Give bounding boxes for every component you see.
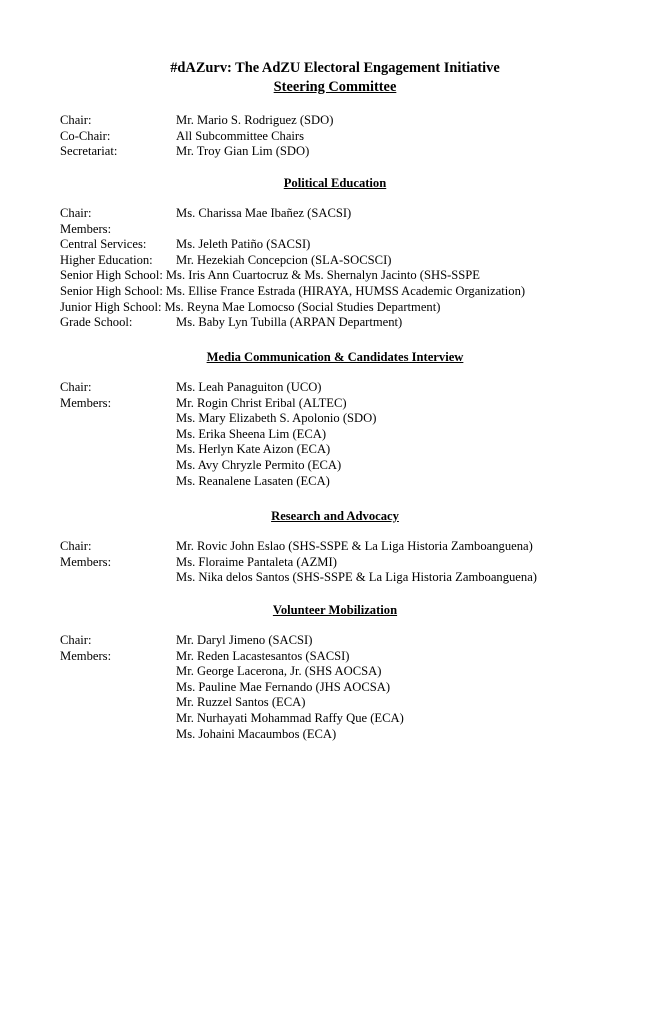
- list-item: [60, 664, 620, 680]
- member-name: Mr. Daryl Jimeno (SACSI): [176, 633, 313, 647]
- member-name: Mr. George Lacerona, Jr. (SHS AOCSA): [176, 664, 382, 679]
- section-heading-political-education: Political Education: [283, 176, 387, 190]
- role-label: Chair:: [60, 380, 92, 394]
- member-name: Mr. Hezekiah Concepcion (SLA-SOCSCI): [176, 252, 392, 267]
- role-label: Chair:: [60, 206, 92, 220]
- role-label: Members:: [60, 554, 112, 569]
- list-item: [60, 474, 620, 490]
- list-item: [60, 315, 620, 331]
- research-advocacy-list: [60, 539, 620, 586]
- member-name: Ms. Herlyn Kate Aizon (ECA): [176, 442, 331, 457]
- role-label: Chair:: [60, 539, 92, 553]
- role-label: Chair:: [60, 633, 92, 647]
- list-item: [60, 206, 620, 222]
- member-name: Mr. Mario S. Rodriguez (SDO): [176, 113, 334, 127]
- media-communication-list: [60, 380, 620, 489]
- member-name: Ms. Reyna Mae Lomocso (Social Studies Department): [164, 299, 441, 314]
- member-name: All Subcommittee Chairs: [176, 128, 305, 143]
- member-name: Ms. Reanalene Lasaten (ECA): [176, 473, 330, 488]
- list-item: [60, 695, 620, 711]
- member-name: Ms. Ellise France Estrada (HIRAYA, HUMSS Academic Organization): [165, 283, 526, 298]
- member-name: Mr. Troy Gian Lim (SDO): [176, 144, 310, 159]
- section-heading-media-communication: Media Communication & Candidates Interview: [206, 350, 464, 364]
- list-item: [60, 237, 620, 253]
- member-name: Ms. Nika delos Santos (SHS-SSPE & La Liga Historia Zamboanguena): [176, 570, 537, 585]
- role-label: Grade School:: [60, 315, 133, 330]
- list-item: [60, 570, 620, 586]
- volunteer-mobilization-list: [60, 633, 620, 742]
- member-name: Ms. Johaini Macaumbos (ECA): [176, 726, 337, 741]
- member-name: Ms. Pauline Mae Fernando (JHS AOCSA): [176, 679, 391, 694]
- role-label: Members:: [60, 648, 112, 663]
- list-item: [60, 633, 620, 649]
- member-name: Mr. Rovic John Eslao (SHS-SSPE & La Liga Historia Zamboanguena): [176, 539, 533, 553]
- role-label: Senior High School:: [60, 283, 163, 298]
- list-item: [60, 680, 620, 696]
- member-name: Mr. Reden Lacastesantos (SACSI): [176, 648, 350, 663]
- document-title: #dAZurv: The AdZU Electoral Engagement Initiative: [170, 60, 500, 76]
- member-name: Ms. Jeleth Patiño (SACSI): [176, 237, 311, 252]
- list-item: [60, 222, 620, 238]
- steering-row-chair: [60, 113, 620, 129]
- member-name: Ms. Baby Lyn Tubilla (ARPAN Department): [176, 315, 403, 330]
- role-label: Members:: [60, 221, 112, 236]
- member-name: Ms. Avy Chryzle Permito (ECA): [176, 457, 342, 472]
- section-heading-research-advocacy: Research and Advocacy: [271, 509, 399, 523]
- member-name: Ms. Iris Ann Cuartocruz & Ms. Shernalyn Jacinto (SHS-SSPE: [165, 268, 480, 283]
- role-label: Chair:: [60, 113, 92, 127]
- list-item: [60, 458, 620, 474]
- list-item: [60, 268, 620, 284]
- list-item: [60, 411, 620, 427]
- member-name: Mr. Nurhayati Mohammad Raffy Que (ECA): [176, 710, 404, 725]
- steering-row-secretariat: [60, 144, 620, 160]
- role-label: Co-Chair:: [60, 128, 111, 143]
- member-name: Ms. Erika Sheena Lim (ECA): [176, 426, 327, 441]
- list-item: [60, 539, 620, 555]
- political-education-list: [60, 206, 620, 331]
- member-name: Mr. Ruzzel Santos (ECA): [176, 695, 306, 710]
- role-label: Secretariat:: [60, 144, 118, 159]
- member-name: Mr. Rogin Christ Eribal (ALTEC): [176, 395, 347, 410]
- steering-row-co-chair: [60, 129, 620, 145]
- section-heading-volunteer-mobilization: Volunteer Mobilization: [272, 603, 398, 617]
- list-item: [60, 396, 620, 412]
- list-item: [60, 649, 620, 665]
- list-item: [60, 711, 620, 727]
- list-item: [60, 555, 620, 571]
- role-label: Members:: [60, 395, 112, 410]
- list-item: [60, 442, 620, 458]
- list-item: [60, 380, 620, 396]
- steering-committee-list: [60, 113, 620, 160]
- role-label: Senior High School:: [60, 268, 163, 283]
- list-item: [60, 300, 620, 316]
- member-name: Ms. Charissa Mae Ibañez (SACSI): [176, 206, 352, 220]
- document-subtitle: Steering Committee: [273, 79, 397, 95]
- member-name: Ms. Floraime Pantaleta (AZMI): [176, 554, 337, 569]
- role-label: Higher Education:: [60, 252, 153, 267]
- list-item: [60, 427, 620, 443]
- member-name: Ms. Mary Elizabeth S. Apolonio (SDO): [176, 411, 377, 426]
- list-item: [60, 284, 620, 300]
- list-item: [60, 253, 620, 269]
- role-label: Central Services:: [60, 237, 147, 252]
- role-label: Junior High School:: [60, 299, 162, 314]
- member-name: Ms. Leah Panaguiton (UCO): [176, 380, 322, 394]
- list-item: [60, 727, 620, 743]
